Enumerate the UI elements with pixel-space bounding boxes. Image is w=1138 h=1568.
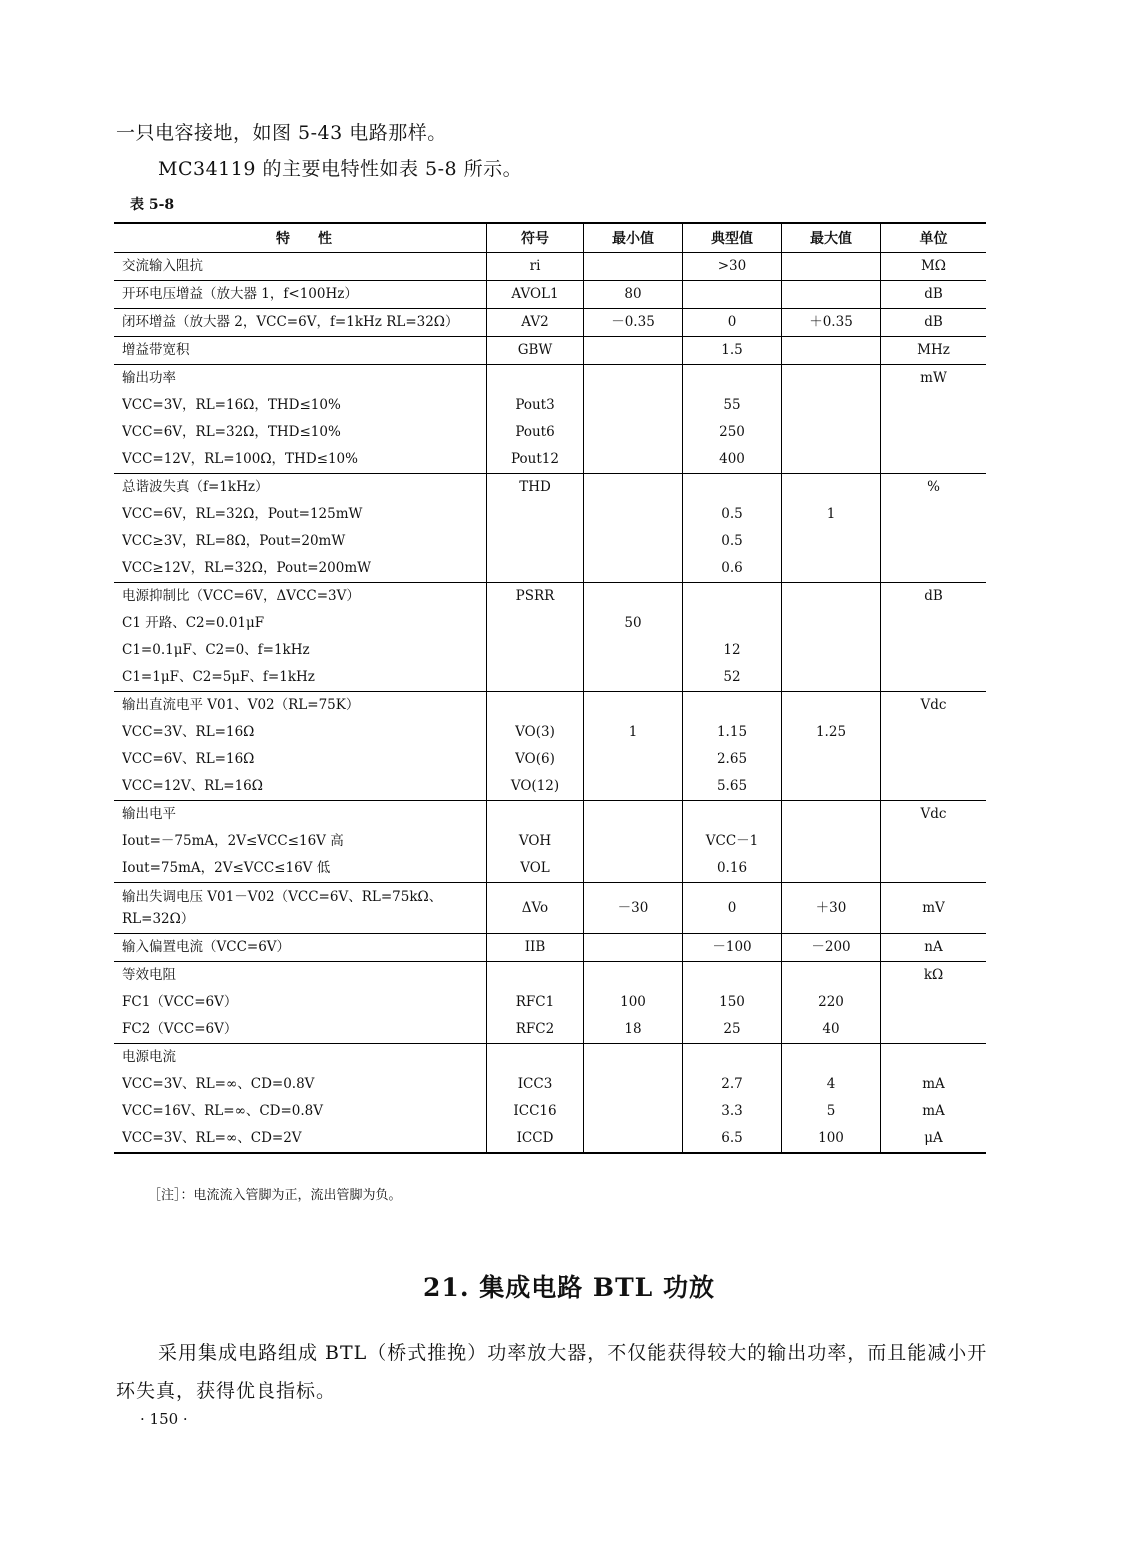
cell-line [782,828,880,855]
cell-line [881,828,986,855]
cell-line: VO(3) [515,724,555,740]
cell-line [881,989,986,1016]
cell-line: % [927,479,940,495]
cell-max [782,337,881,365]
cell-line: mV [922,899,945,916]
cell-line: 50 [624,615,642,631]
cell-line: 开环电压增益（放大器 1，f<100Hz） [122,286,358,302]
cell-param [114,474,487,583]
cell-line: dB [924,286,943,302]
cell-line: －30 [617,899,649,916]
cell-line: MΩ [920,258,947,274]
cell-min [584,365,683,474]
cell-line [782,801,880,828]
cell-min [584,474,683,583]
cell-line [881,555,986,582]
cell-line: FC1（VCC=6V） [122,994,238,1010]
cell-max [782,883,881,934]
table-row-group [114,583,986,692]
cell-line: RFC2 [515,1021,555,1037]
cell-line [584,664,682,691]
cell-symbol [487,801,584,883]
cell-max [782,801,881,883]
cell-line: 0 [727,314,737,330]
cell-param [114,883,487,934]
header-typ: 典型值 [683,223,782,253]
cell-line: 1.5 [721,342,743,358]
cell-symbol [487,934,584,962]
cell-line [782,392,880,419]
table-note: ［注］：电流流入管脚为正，流出管脚为负。 [148,1188,402,1203]
cell-max [782,934,881,962]
cell-line: 输出直流电平 V01、V02（RL=75K） [122,697,360,713]
cell-line: 80 [624,286,642,302]
cell-symbol [487,1044,584,1154]
cell-symbol [487,474,584,583]
cell-line [782,746,880,773]
cell-typ [683,474,782,583]
cell-line: 0.16 [716,860,748,876]
cell-line [584,1044,682,1071]
cell-line [683,610,781,637]
cell-min [584,883,683,934]
cell-line: －0.35 [611,314,655,330]
cell-line: 150 [719,994,745,1010]
cell-typ [683,1044,782,1154]
cell-line: 220 [818,994,844,1010]
table-row-group [114,365,986,474]
cell-typ [683,337,782,365]
cell-line [683,801,781,828]
cell-line: dB [924,314,943,330]
cell-line: 100 [818,1130,844,1146]
cell-min [584,281,683,309]
cell-line: Iout=75mA，2V≤VCC≤16V 低 [122,860,331,876]
cell-line: 0.5 [721,506,743,522]
cell-line [881,746,986,773]
cell-line: 电源抑制比（VCC=6V，ΔVCC=3V） [122,588,360,604]
cell-param [114,801,487,883]
cell-line [782,610,880,637]
cell-line [881,773,986,800]
cell-symbol [487,281,584,309]
cell-max [782,583,881,692]
cell-line [782,253,880,280]
cell-line [487,801,583,828]
header-max: 最大值 [782,223,881,253]
cell-line: nA [924,939,943,955]
cell-line [782,773,880,800]
cell-line: kΩ [923,967,944,983]
cell-line [487,664,583,691]
cell-line: VCC=16V、RL=∞、CD=0.8V [122,1103,324,1119]
cell-line: VCC=6V、RL=16Ω [122,751,255,767]
cell-line: ΔVo [521,899,549,916]
cell-line [584,637,682,664]
cell-line [584,555,682,582]
cell-line [782,446,880,473]
cell-line [487,1044,583,1071]
header-symbol: 符号 [487,223,584,253]
cell-line: AV2 [521,314,549,330]
cell-line: 交流输入阻抗 [122,258,203,274]
cell-line [487,610,583,637]
cell-line: PSRR [515,588,555,604]
cell-line [487,692,583,719]
cell-line [683,962,781,989]
cell-line [782,281,880,308]
cell-line [584,365,682,392]
cell-line [584,1125,682,1152]
cell-line [881,1016,986,1043]
cell-line: 4 [826,1076,836,1092]
cell-line [584,801,682,828]
cell-line: VO(12) [510,778,560,794]
cell-line: C1=0.1μF、C2=0、f=1kHz [122,642,310,658]
cell-max [782,692,881,801]
cell-line [584,337,682,364]
cell-line: VCC=6V，RL=32Ω，THD≤10% [122,424,341,440]
cell-typ [683,962,782,1044]
cell-line [584,419,682,446]
cell-min [584,253,683,281]
intro-line-1: 一只电容接地，如图 5-43 电路那样。 [116,122,447,144]
cell-line [782,528,880,555]
intro-line-2: MC34119 的主要电特性如表 5-8 所示。 [158,158,523,180]
spec-table [114,222,986,1154]
table-header-row [114,223,986,253]
cell-line [584,446,682,473]
cell-param [114,1044,487,1154]
cell-line [881,419,986,446]
cell-line [584,934,682,961]
cell-unit [881,583,987,692]
cell-min [584,337,683,365]
cell-line [487,555,583,582]
section-heading: 21. 集成电路 BTL 功放 [423,1273,715,1302]
cell-max [782,365,881,474]
cell-symbol [487,692,584,801]
cell-line [683,1044,781,1071]
cell-line [584,474,682,501]
cell-line: 输入偏置电流（VCC=6V） [122,939,291,955]
cell-line: 250 [719,424,745,440]
cell-line: >30 [717,258,747,274]
cell-line [584,828,682,855]
cell-min [584,583,683,692]
cell-line: μA [924,1130,943,1146]
cell-param [114,253,487,281]
cell-line: THD [519,479,551,495]
cell-line: 6.5 [721,1130,743,1146]
cell-line: 闭环增益（放大器 2，VCC=6V，f=1kHz RL=32Ω） [122,314,459,330]
cell-line [881,855,986,882]
cell-line [782,1044,880,1071]
cell-unit [881,962,987,1044]
cell-line: mW [920,370,947,386]
cell-line [782,692,880,719]
cell-min [584,962,683,1044]
cell-unit [881,281,987,309]
cell-line [782,583,880,610]
cell-line: FC2（VCC=6V） [122,1021,238,1037]
cell-line [487,528,583,555]
section-paragraph: 采用集成电路组成 BTL（桥式推挽）功率放大器，不仅能获得较大的输出功率，而且能减小开环失真，获得优良指标。 [116,1342,988,1402]
cell-param [114,583,487,692]
cell-line: －100 [712,939,752,955]
cell-line: 18 [624,1021,642,1037]
table-caption: 表 5-8 [130,197,175,213]
cell-symbol [487,337,584,365]
cell-line: C1=1μF、C2=5μF、f=1kHz [122,669,315,685]
cell-line: ICC3 [517,1076,553,1092]
cell-line: －200 [811,939,851,955]
cell-unit [881,801,987,883]
cell-line: mA [922,1076,945,1092]
cell-line: VCC=3V、RL=16Ω [122,724,255,740]
cell-line [782,855,880,882]
header-unit: 单位 [881,223,987,253]
cell-line [584,692,682,719]
cell-line [487,365,583,392]
cell-line [881,610,986,637]
cell-line [881,392,986,419]
cell-line [683,692,781,719]
cell-typ [683,365,782,474]
cell-line: 输出功率 [122,370,176,386]
cell-line [584,528,682,555]
cell-max [782,962,881,1044]
cell-param [114,934,487,962]
cell-symbol [487,583,584,692]
cell-max [782,281,881,309]
cell-max [782,1044,881,1154]
cell-line: 总谐波失真（f=1kHz） [122,479,269,495]
cell-line [487,501,583,528]
cell-line [782,664,880,691]
cell-line [881,501,986,528]
cell-symbol [487,253,584,281]
cell-typ [683,583,782,692]
cell-line: 0.5 [721,533,743,549]
table-row-group [114,1044,986,1154]
cell-unit [881,1044,987,1154]
cell-line: C1 开路、C2=0.01μF [122,615,265,631]
cell-unit [881,474,987,583]
cell-line: Pout6 [515,424,555,440]
table-row-group [114,281,986,309]
cell-line: VO(6) [515,751,555,767]
cell-line: mA [922,1103,945,1119]
cell-unit [881,365,987,474]
cell-typ [683,253,782,281]
cell-line [584,746,682,773]
cell-line [683,474,781,501]
cell-line: 0 [727,899,737,916]
cell-line: MHz [917,342,950,358]
cell-line: 输出失调电压 V01－V02（VCC=6V、RL=75kΩ、RL=32Ω） [122,889,443,927]
table-row-group [114,883,986,934]
cell-line: VOL [520,860,550,876]
cell-line [584,583,682,610]
cell-line: 100 [620,994,646,1010]
cell-line: 0.6 [721,560,743,576]
cell-line [584,962,682,989]
cell-line: VCC=12V、RL=16Ω [122,778,263,794]
cell-typ [683,281,782,309]
cell-min [584,801,683,883]
cell-line: 1.25 [815,724,847,740]
table-row-group [114,934,986,962]
cell-line: 电源电流 [122,1049,176,1065]
cell-typ [683,883,782,934]
cell-line: 55 [723,397,741,413]
table-row-group [114,692,986,801]
cell-min [584,934,683,962]
cell-max [782,474,881,583]
cell-line: VCC=3V、RL=∞、CD=0.8V [122,1076,315,1092]
cell-line: RFC1 [515,994,555,1010]
cell-param [114,309,487,337]
cell-line: Pout3 [515,397,555,413]
cell-line: VCC≥3V，RL=8Ω，Pout=20mW [122,533,346,549]
cell-line [782,555,880,582]
cell-line: Vdc [920,697,947,713]
cell-typ [683,692,782,801]
cell-param [114,281,487,309]
cell-symbol [487,365,584,474]
cell-line [782,337,880,364]
cell-line [584,1071,682,1098]
cell-line [881,637,986,664]
cell-line: VCC－1 [705,833,759,849]
cell-line: 等效电阻 [122,967,176,983]
cell-symbol [487,309,584,337]
cell-line [584,253,682,280]
cell-typ [683,801,782,883]
cell-line: dB [924,588,943,604]
cell-unit [881,883,987,934]
cell-line [782,637,880,664]
cell-line: 52 [723,669,741,685]
cell-line: 2.65 [716,751,748,767]
header-min: 最小值 [584,223,683,253]
cell-typ [683,309,782,337]
cell-min [584,309,683,337]
cell-line: 输出电平 [122,806,176,822]
cell-line: ＋30 [815,899,847,916]
cell-line: 1.15 [716,724,748,740]
table-row-group [114,474,986,583]
cell-min [584,1044,683,1154]
cell-line [487,637,583,664]
table-row-group [114,337,986,365]
cell-line: 25 [723,1021,741,1037]
cell-line [683,281,781,308]
cell-line: 3.3 [721,1103,743,1119]
cell-unit [881,253,987,281]
cell-line [584,392,682,419]
cell-line: 增益带宽积 [122,342,190,358]
cell-line: VCC=6V，RL=32Ω，Pout=125mW [122,506,363,522]
table-row-group [114,253,986,281]
cell-line: 1 [826,506,836,522]
cell-line [881,719,986,746]
cell-line [584,501,682,528]
cell-param [114,962,487,1044]
cell-line [881,664,986,691]
cell-line: 5.65 [716,778,748,794]
cell-min [584,692,683,801]
cell-line: 40 [822,1021,840,1037]
cell-line: ri [529,258,541,274]
cell-param [114,365,487,474]
cell-unit [881,692,987,801]
cell-line: 2.7 [721,1076,743,1092]
cell-max [782,253,881,281]
table-row-group [114,962,986,1044]
header-param: 特 性 [114,223,487,253]
cell-line [881,446,986,473]
cell-line: 12 [723,642,741,658]
cell-line [683,583,781,610]
cell-param [114,692,487,801]
page-number: · 150 · [140,1410,188,1428]
cell-line [584,1098,682,1125]
cell-max [782,309,881,337]
cell-unit [881,337,987,365]
cell-line: VCC≥12V，RL=32Ω，Pout=200mW [122,560,371,576]
cell-line [584,773,682,800]
cell-line: ICC16 [513,1103,557,1119]
cell-symbol [487,962,584,1044]
cell-line [782,419,880,446]
cell-line: Pout12 [511,451,559,467]
cell-line: ＋0.35 [809,314,853,330]
cell-symbol [487,883,584,934]
cell-line [881,1044,986,1071]
cell-unit [881,309,987,337]
cell-line: Vdc [920,806,947,822]
cell-line [782,474,880,501]
table-row-group [114,309,986,337]
cell-unit [881,934,987,962]
cell-line: IIB [524,939,546,955]
cell-line [782,365,880,392]
table-row-group [114,801,986,883]
cell-line [584,855,682,882]
cell-line: 5 [826,1103,836,1119]
cell-typ [683,934,782,962]
cell-line: VCC=12V，RL=100Ω，THD≤10% [122,451,358,467]
cell-line [683,365,781,392]
cell-line: ICCD [516,1130,554,1146]
cell-line [782,962,880,989]
cell-line: AVOL1 [511,286,559,302]
cell-line: VCC=3V、RL=∞、CD=2V [122,1130,302,1146]
cell-line: VCC=3V，RL=16Ω，THD≤10% [122,397,341,413]
cell-param [114,337,487,365]
cell-line: GBW [517,342,553,358]
cell-line: VOH [518,833,552,849]
cell-line: Iout=－75mA，2V≤VCC≤16V 高 [122,833,344,849]
cell-line: 1 [628,724,638,740]
table-body [114,253,986,1154]
cell-line: 400 [719,451,745,467]
cell-line [881,528,986,555]
cell-line [487,962,583,989]
